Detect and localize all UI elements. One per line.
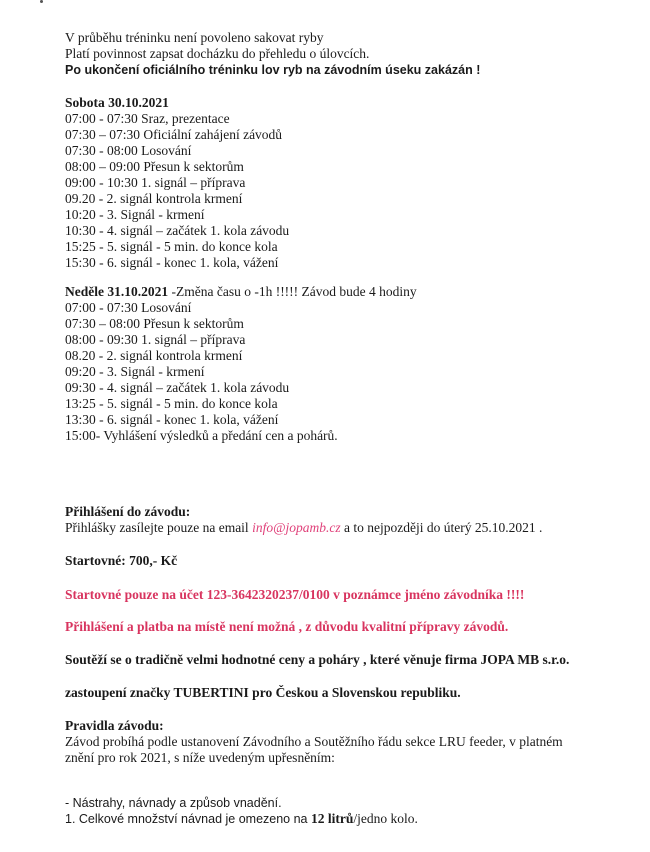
prizes-section — [65, 652, 640, 668]
schedule-item: 09:20 - 3. Signál - krmení — [65, 364, 205, 379]
intro-line-3: Po ukončení oficiálního tréninku lov ryb na závodním úseku zakázán ! — [65, 63, 481, 77]
schedule-item: 09.20 - 2. signál kontrola krmení — [65, 191, 243, 206]
sunday-heading-line — [65, 284, 640, 300]
scan-mark — [40, 0, 43, 3]
registration-section — [65, 504, 640, 536]
tackle-line-2-before: 1. Celkové množství návnad je omezeno na — [65, 812, 311, 826]
payment-section — [65, 587, 640, 603]
schedule-item: 09:30 - 4. signál – začátek 1. kola závodu — [65, 380, 290, 395]
registration-text-before: Přihlášky zasílejte pouze na email — [65, 520, 253, 535]
payment-note: Startovné pouze na účet 123-3642320237/0100 v poznámce jméno závodníka !!!! — [65, 587, 525, 602]
schedule-item: 07:30 – 07:30 Oficiální zahájení závodů — [65, 127, 283, 142]
prizes-section-2 — [65, 685, 640, 701]
schedule-item: 13:30 - 6. signál - konec 1. kola, vážení — [65, 412, 279, 427]
tackle-line-2-after: /jedno kolo. — [353, 811, 418, 826]
bait-limit: 12 litrů — [310, 811, 354, 826]
schedule-item: 08.20 - 2. signál kontrola krmení — [65, 348, 243, 363]
schedule-item: 15:25 - 5. signál - 5 min. do konce kola — [65, 239, 278, 254]
registration-email-link[interactable]: info@jopamb.cz — [252, 520, 341, 535]
tackle-line-1: - Nástrahy, návnady a způsob vnadění. — [65, 796, 282, 810]
intro-section — [65, 30, 640, 78]
tackle-line-2 — [65, 811, 640, 827]
schedule-item: 08:00 – 09:00 Přesun k sektorům — [65, 159, 244, 174]
schedule-item: 07:30 – 08:00 Přesun k sektorům — [65, 316, 244, 331]
saturday-schedule — [65, 95, 640, 271]
schedule-item: 07:30 - 08:00 Losování — [65, 143, 192, 158]
schedule-item: 08:00 - 09:30 1. signál – příprava — [65, 332, 246, 347]
registration-heading: Přihlášení do závodu: — [65, 504, 191, 519]
fee-section — [65, 553, 640, 569]
schedule-item: 10:30 - 4. signál – začátek 1. kola závodu — [65, 223, 290, 238]
rules-section — [65, 718, 640, 766]
prizes-line-1: Soutěží se o tradičně velmi hodnotné ceny a poháry , které věnuje firma JOPA MB s.r.o. — [65, 652, 570, 667]
onsite-section — [65, 619, 640, 635]
saturday-heading: Sobota 30.10.2021 — [65, 95, 169, 110]
schedule-item: 09:00 - 10:30 1. signál – příprava — [65, 175, 246, 190]
rules-heading: Pravidla závodu: — [65, 718, 164, 733]
schedule-item: 13:25 - 5. signál - 5 min. do konce kola — [65, 396, 278, 411]
registration-text — [65, 520, 640, 536]
intro-line-2: Platí povinnost zapsat docházku do přehledu o úlovcích. — [65, 46, 370, 61]
sunday-schedule — [65, 284, 640, 444]
schedule-item: 15:30 - 6. signál - konec 1. kola, vážení — [65, 255, 279, 270]
sunday-heading: Neděle 31.10.2021 — [65, 284, 169, 299]
schedule-item: 15:00- Vyhlášení výsledků a předání cen a pohárů. — [65, 428, 338, 443]
prizes-line-2: zastoupení značky TUBERTINI pro Českou a Slovenskou republiku. — [65, 685, 461, 700]
schedule-item: 07:00 - 07:30 Sraz, prezentace — [65, 111, 230, 126]
intro-line-1: V průběhu tréninku není povoleno sakovat ryby — [65, 30, 324, 45]
rules-line-2: znění pro rok 2021, s níže uvedeným upřesněním: — [65, 750, 335, 765]
rules-line-1: Závod probíhá podle ustanovení Závodního a Soutěžního řádu sekce LRU feeder, v platném — [65, 734, 563, 749]
sunday-time-change-note: -Změna času o -1h !!!!! Závod bude 4 hodiny — [168, 284, 417, 299]
schedule-item: 07:00 - 07:30 Losování — [65, 300, 192, 315]
onsite-note: Přihlášení a platba na místě není možná , z důvodu kvalitní přípravy závodů. — [65, 619, 509, 634]
schedule-item: 10:20 - 3. Signál - krmení — [65, 207, 205, 222]
fee-label: Startovné: 700,- Kč — [65, 553, 178, 568]
tackle-section — [65, 795, 640, 827]
registration-text-after: a to nejpozději do úterý 25.10.2021 . — [340, 520, 543, 535]
